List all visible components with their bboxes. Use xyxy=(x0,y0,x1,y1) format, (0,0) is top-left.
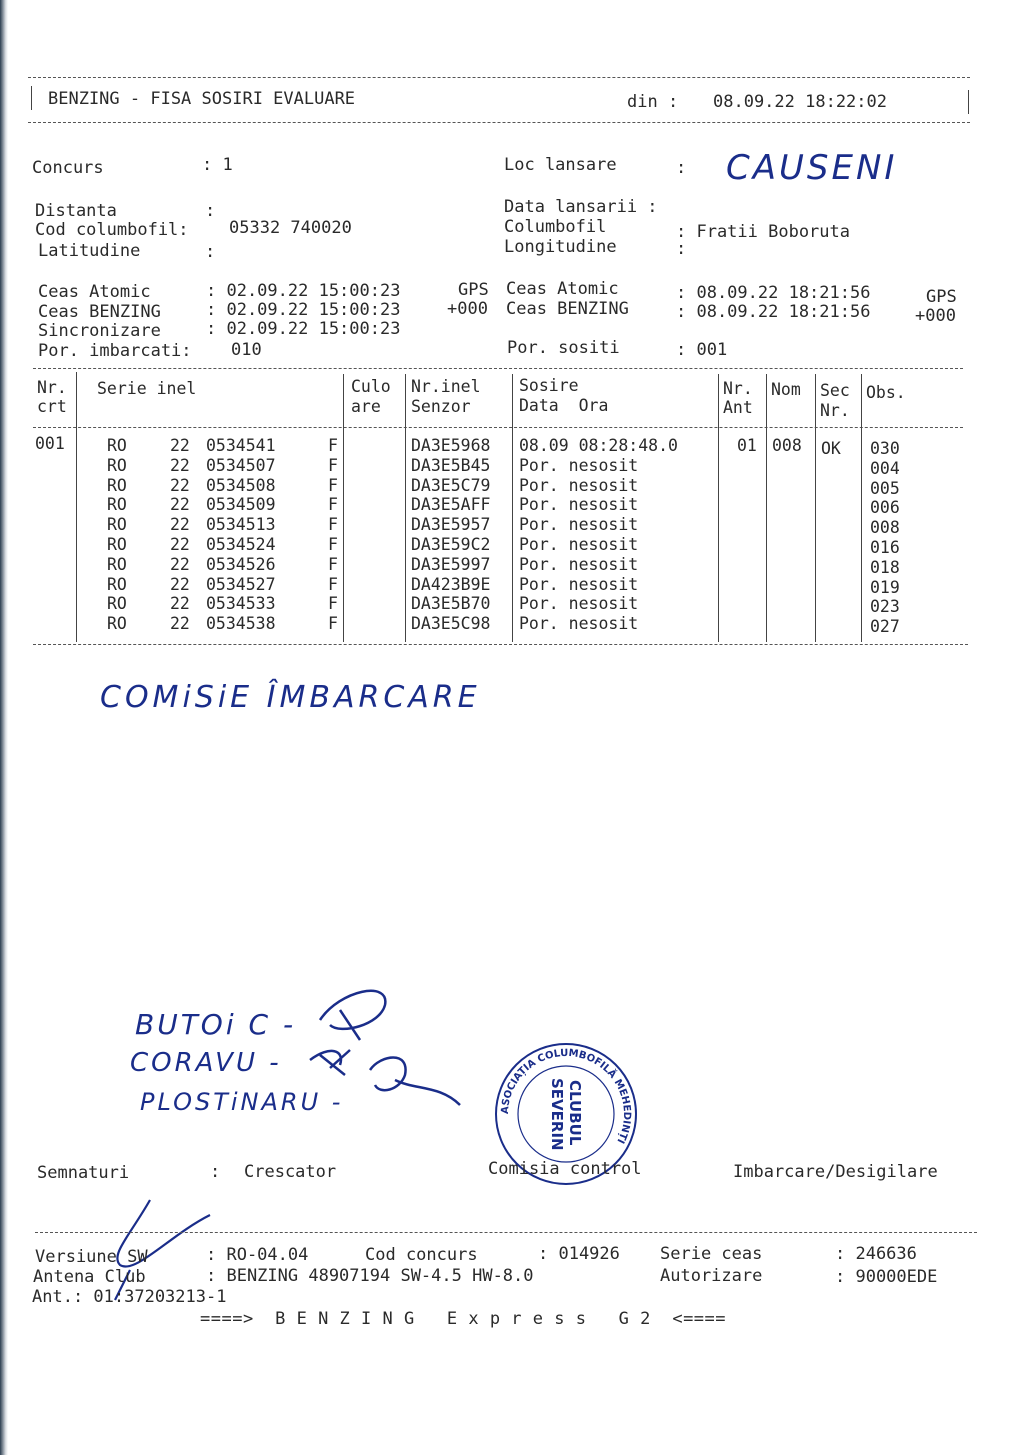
cell-sosire: Por. nesosit xyxy=(519,594,639,614)
concurs-value: : 1 xyxy=(202,155,233,175)
right-ceas-atomic-value: : 08.09.22 18:21:56 xyxy=(676,283,871,303)
cell-country: RO xyxy=(107,535,127,554)
cell-senzor: DA3E5B45 xyxy=(411,455,491,475)
sincronizare-value: : 02.09.22 15:00:23 xyxy=(206,319,401,339)
header-crt: crt xyxy=(37,397,67,416)
cell-year: 22 xyxy=(170,515,190,535)
cell-ring-number: 0534541 xyxy=(206,436,276,455)
cell-sex: F xyxy=(328,475,338,495)
cell-country: RO xyxy=(107,455,127,475)
versiune-value: : RO-04.04 xyxy=(206,1245,309,1265)
right-ceas-benzing-suffix: +000 xyxy=(915,306,956,326)
cod-concurs-value: : 014926 xyxy=(538,1244,620,1264)
col-rule-4 xyxy=(512,374,513,642)
cell-year: 22 xyxy=(170,495,190,515)
cell-year: 22 xyxy=(170,574,190,594)
cell-year: 22 xyxy=(170,535,190,554)
benzing-banner: ====> B E N Z I N G E x p r e s s G 2 <==== xyxy=(200,1309,727,1329)
latitudine-label: Latitudine xyxy=(38,241,141,261)
header-bottom-border xyxy=(28,122,970,123)
scan-edge xyxy=(0,0,8,1455)
cell-senzor: DA3E5C79 xyxy=(411,475,491,495)
handwritten-name-3: PLOSTiNARU - xyxy=(140,1088,344,1116)
cell-obs: 030 xyxy=(870,439,900,458)
cell-senzor: DA3E5AFF xyxy=(411,495,491,515)
loc-lansare-handwritten: CAUSENI xyxy=(726,148,898,188)
cell-sex: F xyxy=(328,554,338,574)
cell-sex: F xyxy=(328,455,338,475)
cell-ring-number: 0534526 xyxy=(206,554,276,574)
left-ceas-atomic-suffix: GPS xyxy=(458,280,489,300)
versiune-label: Versiune SW xyxy=(35,1247,148,1267)
cell-country: RO xyxy=(107,594,127,614)
stamp-line-2: SEVERIN xyxy=(548,1078,566,1151)
header-sosire: Sosire xyxy=(519,376,579,395)
col-rule-8 xyxy=(861,374,862,642)
cell-obs: 018 xyxy=(870,557,900,577)
cell-country: RO xyxy=(107,614,127,634)
cell-obs: 004 xyxy=(870,458,900,478)
data-lansarii-label: Data lansarii : xyxy=(504,197,658,217)
serie-ceas-value: : 246636 xyxy=(835,1244,917,1264)
cell-obs: 027 xyxy=(870,617,900,637)
semnaturi-label: Semnaturi xyxy=(37,1163,130,1183)
header-sec-nr: Nr. xyxy=(820,401,850,420)
sincronizare-label: Sincronizare xyxy=(38,321,161,341)
cell-country: RO xyxy=(107,436,127,455)
cell-senzor: DA3E5C98 xyxy=(411,614,491,634)
loc-lansare-colon: : xyxy=(676,158,687,178)
autorizare-label: Autorizare xyxy=(660,1266,763,1286)
columbofil-value: : Fratii Boboruta xyxy=(676,222,850,242)
table-header-separator xyxy=(33,427,963,428)
header-nom: Nom xyxy=(771,380,801,399)
cell-ring-number: 0534527 xyxy=(206,574,276,594)
col-rule-5 xyxy=(718,374,719,642)
cell-sosire: Por. nesosit xyxy=(519,495,639,515)
col-rule-1 xyxy=(76,372,77,642)
header-right-border xyxy=(968,90,969,114)
cell-senzor: DA3E5997 xyxy=(411,554,491,574)
cell-year: 22 xyxy=(170,554,190,574)
longitudine-label: Longitudine xyxy=(504,237,617,257)
right-ceas-atomic-suffix: GPS xyxy=(926,287,957,307)
cell-obs: 005 xyxy=(870,478,900,498)
cell-sex: F xyxy=(328,495,338,515)
cell-obs: 008 xyxy=(870,518,900,538)
distanta-label: Distanta xyxy=(35,201,117,221)
autorizare-value: : 90000EDE xyxy=(835,1267,938,1287)
col-rule-2 xyxy=(343,374,344,642)
right-ceas-benzing-label: Ceas BENZING xyxy=(506,299,629,319)
distanta-colon: : xyxy=(205,201,216,221)
cell-sex: F xyxy=(328,515,338,535)
cell-sex: F xyxy=(328,574,338,594)
header-data-ora: Data Ora xyxy=(519,396,609,415)
header-left-border xyxy=(31,86,32,110)
semnaturi-colon: : xyxy=(210,1162,221,1182)
date-value: 08.09.22 18:22:02 xyxy=(713,92,887,112)
cell-obs: 016 xyxy=(870,538,900,557)
header-nr-ant: Nr. xyxy=(723,379,753,398)
cod-columbofil-label: Cod columbofil: xyxy=(35,220,189,240)
cell-senzor: DA3E59C2 xyxy=(411,535,491,554)
row-crt: 001 xyxy=(35,434,65,453)
cell-sosire: Por. nesosit xyxy=(519,614,639,634)
date-label: din : xyxy=(627,92,679,112)
left-ceas-benzing-suffix: +000 xyxy=(447,299,488,319)
cell-obs: 019 xyxy=(870,577,900,597)
cell-year: 22 xyxy=(170,594,190,614)
cell-country: RO xyxy=(107,515,127,535)
cell-sex: F xyxy=(328,535,338,554)
cell-sex: F xyxy=(328,614,338,634)
cod-concurs-label: Cod concurs xyxy=(365,1245,478,1265)
cell-country: RO xyxy=(107,554,127,574)
header-senzor: Senzor xyxy=(411,397,471,416)
columbofil-label: Columbofil xyxy=(504,217,607,237)
col-rule-3 xyxy=(405,374,406,642)
header-culo: Culo xyxy=(351,377,391,396)
cell-year: 22 xyxy=(170,614,190,634)
concurs-label: Concurs xyxy=(32,158,104,178)
cell-ring-number: 0534508 xyxy=(206,475,276,495)
cod-columbofil-value: 05332 740020 xyxy=(229,218,352,238)
antena-label: Antena Club xyxy=(33,1267,146,1287)
table-bottom-border xyxy=(33,644,968,645)
cell-sosire: Por. nesosit xyxy=(519,554,639,574)
stamp-outer-text: ASOCIAȚIA COLUMBOFILĂ MEHEDINȚI xyxy=(499,1047,633,1146)
cell-country: RO xyxy=(107,475,127,495)
right-ceas-benzing-value: : 08.09.22 18:21:56 xyxy=(676,302,871,322)
col-rule-7 xyxy=(815,374,816,642)
cell-country: RO xyxy=(107,495,127,515)
serie-ceas-label: Serie ceas xyxy=(660,1244,763,1264)
cell-year: 22 xyxy=(170,436,190,455)
cell-sosire: Por. nesosit xyxy=(519,455,639,475)
longitudine-colon: : xyxy=(676,239,687,259)
cell-senzor: DA3E5B70 xyxy=(411,594,491,614)
footer-top-border xyxy=(35,1232,977,1233)
cell-ring-number: 0534509 xyxy=(206,495,276,515)
header-sec: Sec xyxy=(820,381,850,400)
signature-scribbles xyxy=(300,980,480,1130)
cell-ring-number: 0534538 xyxy=(206,614,276,634)
header-serie-inel: Serie inel xyxy=(97,379,197,398)
latitudine-colon: : xyxy=(205,242,216,262)
por-sositi-label: Por. sositi xyxy=(507,338,620,358)
antena-value: : BENZING 48907194 SW-4.5 HW-8.0 xyxy=(206,1266,534,1286)
left-ceas-atomic-value: : 02.09.22 15:00:23 xyxy=(206,281,401,301)
stamp-line-1: CLUBUL xyxy=(566,1080,584,1146)
cell-sosire: Por. nesosit xyxy=(519,475,639,495)
ant-label: Ant.: 01:37203213-1 xyxy=(32,1287,227,1307)
comisia-control-label: Comisia control xyxy=(488,1159,642,1179)
cell-nom: 008 xyxy=(772,436,802,455)
cell-obs: 006 xyxy=(870,498,900,518)
right-ceas-atomic-label: Ceas Atomic xyxy=(506,279,619,299)
imbarcare-desigilare-label: Imbarcare/Desigilare xyxy=(733,1162,938,1182)
cell-obs: 023 xyxy=(870,597,900,617)
col-rule-6 xyxy=(766,374,767,642)
cell-sex: F xyxy=(328,436,338,455)
cell-year: 22 xyxy=(170,475,190,495)
cell-senzor: DA3E5968 xyxy=(411,436,491,455)
document-title: BENZING - FISA SOSIRI EVALUARE xyxy=(48,89,356,109)
cell-senzor: DA423B9E xyxy=(411,574,491,594)
cell-ring-number: 0534533 xyxy=(206,594,276,614)
header-ant: Ant xyxy=(723,398,753,417)
left-ceas-benzing-value: : 02.09.22 15:00:23 xyxy=(206,300,401,320)
header-top-border xyxy=(28,77,970,78)
left-ceas-benzing-label: Ceas BENZING xyxy=(38,302,161,322)
cell-sosire: Por. nesosit xyxy=(519,535,639,554)
handwritten-name-1: BUTOi C - xyxy=(135,1008,297,1041)
por-imbarcati-value: 010 xyxy=(231,340,262,360)
cell-ring-number: 0534507 xyxy=(206,455,276,475)
cell-country: RO xyxy=(107,574,127,594)
header-are: are xyxy=(351,397,381,416)
header-nr: Nr. xyxy=(37,378,67,397)
loc-lansare-label: Loc lansare xyxy=(504,155,617,175)
cell-year: 22 xyxy=(170,455,190,475)
header-nr-inel: Nr.inel xyxy=(411,377,481,396)
handwritten-name-2: CORAVU - xyxy=(130,1048,282,1078)
por-imbarcati-label: Por. imbarcati: xyxy=(38,341,192,361)
cell-ant: 01 xyxy=(737,436,757,455)
table-top-border xyxy=(33,368,963,369)
header-obs: Obs. xyxy=(866,383,906,402)
cell-sosire: Por. nesosit xyxy=(519,574,639,594)
cell-sex: F xyxy=(328,594,338,614)
cell-sosire: Por. nesosit xyxy=(519,515,639,535)
cell-ring-number: 0534513 xyxy=(206,515,276,535)
por-sositi-value: : 001 xyxy=(676,340,728,360)
left-ceas-atomic-label: Ceas Atomic xyxy=(38,282,151,302)
cell-ring-number: 0534524 xyxy=(206,535,276,554)
cell-senzor: DA3E5957 xyxy=(411,515,491,535)
cell-sosire: 08.09 08:28:48.0 xyxy=(519,436,678,455)
crescator-label: Crescator xyxy=(244,1162,337,1182)
handwritten-comisie-imbarcare: COMiSiE ÎMBARCARE xyxy=(100,680,481,715)
cell-sec: OK xyxy=(821,439,841,458)
